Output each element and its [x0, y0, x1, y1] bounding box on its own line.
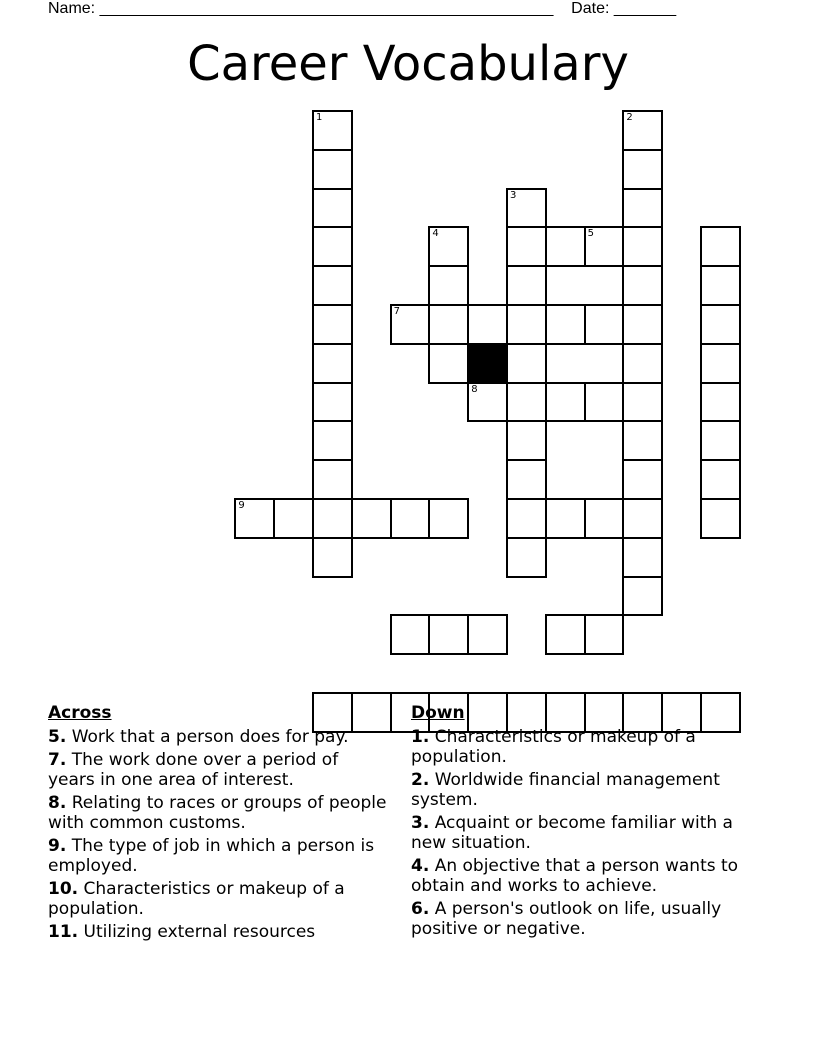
page-title: Career Vocabulary [187, 36, 629, 92]
crossword-cell[interactable] [506, 304, 547, 345]
crossword-cell[interactable] [467, 382, 508, 423]
crossword-cell[interactable] [312, 149, 353, 190]
clue-item [411, 899, 756, 939]
crossword-cell[interactable] [390, 498, 431, 539]
clue-number-label: 9 [238, 500, 245, 511]
clue-number-label: 2 [626, 112, 633, 123]
crossword-cell[interactable] [622, 110, 663, 151]
crossword-cell[interactable] [428, 226, 469, 267]
across-heading: Across [48, 703, 112, 723]
crossword-cell[interactable] [506, 420, 547, 461]
clue-item [411, 727, 756, 767]
crossword-cell[interactable] [390, 304, 431, 345]
clue-number-label: 8 [471, 383, 478, 395]
clue-text: An objective that a person wants to obtain and works to achieve. [411, 856, 739, 896]
clue-number: 11. [48, 922, 79, 942]
clue-number: 6. [411, 899, 430, 919]
clue-text: The work done over a period of years in one area of interest. [48, 750, 339, 790]
clue-text: Characteristics or makeup of a population. [411, 727, 696, 767]
crossword-cell[interactable] [700, 343, 741, 384]
clue-number-label: 5 [587, 228, 594, 240]
crossword-cell[interactable] [312, 188, 353, 229]
crossword-cell[interactable] [622, 498, 663, 539]
down-heading: Down [411, 703, 465, 723]
crossword-cell[interactable] [700, 459, 741, 500]
crossword-cell[interactable] [622, 459, 663, 500]
crossword-cell[interactable] [234, 498, 275, 539]
crossword-cell[interactable] [622, 537, 663, 578]
crossword-cell[interactable] [545, 226, 586, 267]
crossword-cell[interactable] [312, 226, 353, 267]
crossword-cell[interactable] [467, 304, 508, 345]
clue-text: Worldwide financial management system. [411, 770, 720, 810]
crossword-cell[interactable] [506, 382, 547, 423]
name-date-line: Name: ___________________________________________________ Date: _______ [48, 0, 677, 17]
clue-item [411, 770, 756, 810]
clue-text: Characteristics or makeup of a population. [48, 879, 345, 919]
crossword-cell[interactable] [312, 304, 353, 345]
crossword-cell[interactable] [545, 498, 586, 539]
crossword-cell[interactable] [467, 614, 508, 655]
crossword-cell[interactable] [506, 188, 547, 229]
crossword-cell[interactable] [506, 226, 547, 267]
clue-number-label: 1 [316, 112, 323, 123]
crossword-cell[interactable] [622, 420, 663, 461]
clue-number: 2. [411, 770, 430, 790]
crossword-block-cell [467, 343, 508, 384]
crossword-cell[interactable] [584, 382, 625, 423]
crossword-cell[interactable] [273, 498, 314, 539]
crossword-cell[interactable] [312, 459, 353, 500]
crossword-cell[interactable] [700, 226, 741, 267]
crossword-cell[interactable] [622, 226, 663, 267]
crossword-cell[interactable] [545, 382, 586, 423]
crossword-cell[interactable] [506, 343, 547, 384]
crossword-cell[interactable] [312, 382, 353, 423]
crossword-cell[interactable] [312, 420, 353, 461]
crossword-cell[interactable] [390, 614, 431, 655]
crossword-cell[interactable] [428, 498, 469, 539]
clue-number-label: 3 [510, 189, 517, 201]
clue-text: Work that a person does for pay. [71, 727, 349, 747]
crossword-cell[interactable] [622, 576, 663, 617]
clue-item [48, 727, 388, 747]
clue-text: Utilizing external resources [83, 922, 316, 942]
clue-number: 5. [48, 727, 67, 747]
crossword-cell[interactable] [506, 537, 547, 578]
clue-item [48, 922, 388, 942]
crossword-cell[interactable] [700, 382, 741, 423]
crossword-cell[interactable] [700, 265, 741, 306]
crossword-cell[interactable] [428, 343, 469, 384]
clue-number: 1. [411, 727, 430, 747]
crossword-cell[interactable] [584, 614, 625, 655]
clue-item [48, 793, 388, 833]
crossword-cell[interactable] [506, 265, 547, 306]
clue-item [411, 856, 756, 896]
crossword-cell[interactable] [312, 537, 353, 578]
clue-text: Relating to races or groups of people with common customs. [48, 793, 387, 833]
crossword-cell[interactable] [506, 459, 547, 500]
across-clues [48, 703, 388, 945]
clue-number: 8. [48, 793, 67, 813]
crossword-cell[interactable] [312, 343, 353, 384]
crossword-cell[interactable] [622, 188, 663, 229]
crossword-cell[interactable] [584, 226, 625, 267]
clue-item [48, 879, 388, 919]
crossword-cell[interactable] [428, 265, 469, 306]
crossword-cell[interactable] [622, 304, 663, 345]
crossword-cell[interactable] [622, 343, 663, 384]
crossword-cell[interactable] [700, 304, 741, 345]
clue-text: The type of job in which a person is employed. [48, 836, 375, 876]
crossword-cell[interactable] [700, 498, 741, 539]
down-clues [411, 703, 756, 942]
clue-item [411, 813, 756, 853]
crossword-cell[interactable] [428, 614, 469, 655]
clue-number: 10. [48, 879, 79, 899]
crossword-cell[interactable] [700, 420, 741, 461]
crossword-cell[interactable] [545, 614, 586, 655]
crossword-cell[interactable] [428, 304, 469, 345]
clue-item [48, 836, 388, 876]
crossword-cell[interactable] [622, 382, 663, 423]
clue-item [48, 750, 388, 790]
clue-number-label: 4 [432, 228, 439, 240]
clue-number-label: 7 [393, 306, 400, 317]
crossword-cell[interactable] [506, 498, 547, 539]
crossword-cell[interactable] [312, 498, 353, 539]
crossword-cell[interactable] [584, 498, 625, 539]
clue-number: 4. [411, 856, 430, 876]
crossword-cell[interactable] [622, 265, 663, 306]
crossword-cell[interactable] [622, 149, 663, 190]
clue-number: 7. [48, 750, 67, 770]
crossword-cell[interactable] [584, 304, 625, 345]
clue-number: 3. [411, 813, 430, 833]
clue-number: 9. [48, 836, 67, 856]
clue-text: Acquaint or become familiar with a new situation. [411, 813, 733, 853]
crossword-cell[interactable] [351, 498, 392, 539]
crossword-cell[interactable] [312, 110, 353, 151]
crossword-cell[interactable] [312, 265, 353, 306]
crossword-cell[interactable] [545, 304, 586, 345]
clue-text: A person's outlook on life, usually positive or negative. [411, 899, 722, 939]
